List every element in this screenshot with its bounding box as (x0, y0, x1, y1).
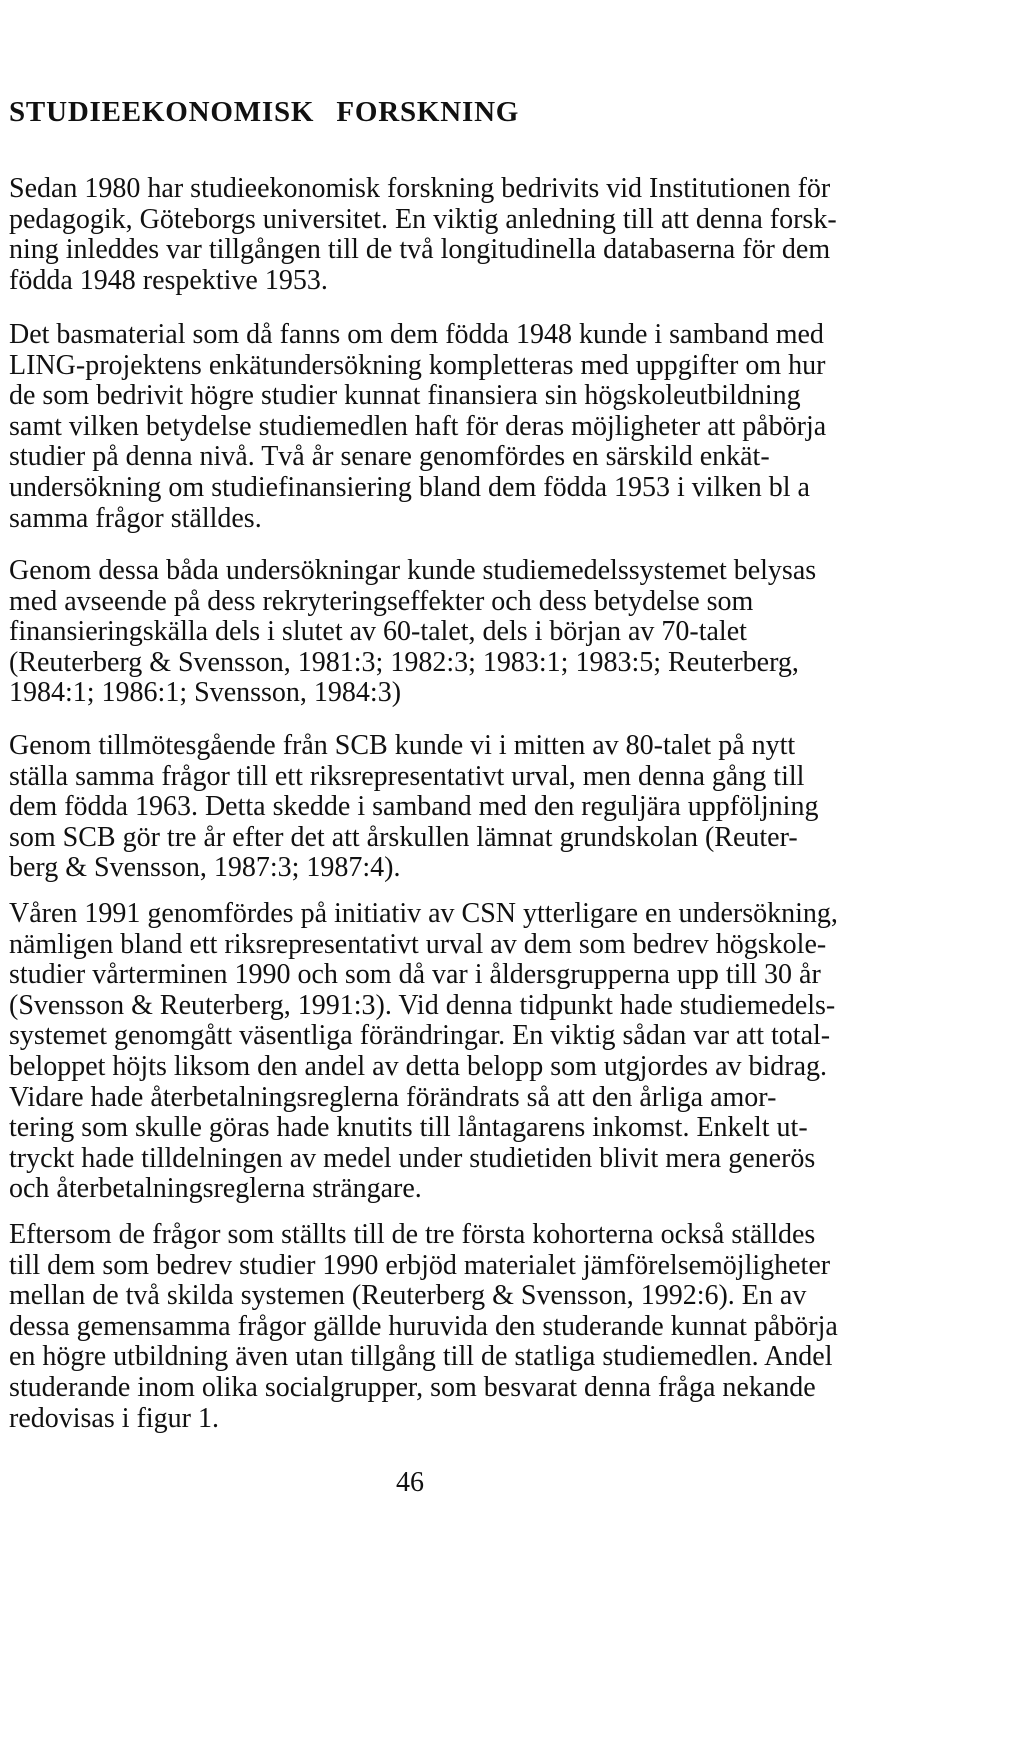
paragraph-line: med avseende på dess rekryteringseffekter och dess betydelse som (9, 585, 754, 617)
paragraph-line: tryckt hade tilldelningen av medel under studietiden blivit mera generös (9, 1142, 816, 1174)
paragraph-line: en högre utbildning även utan tillgång till de statliga studiemedlen. Andel (9, 1341, 833, 1373)
paragraph-line: ning inleddes var tillgången till de två longitudinella databaserna för dem (9, 234, 831, 266)
paragraph-line: samma frågor ställdes. (9, 502, 262, 534)
paragraph-line: systemet genomgått väsentliga förändringar. En viktig sådan var att total- (9, 1020, 831, 1052)
paragraph-line: finansieringskälla dels i slutet av 60-talet, dels i början av 70-talet (9, 616, 747, 648)
paragraph-line: och återbetalningsreglerna strängare. (9, 1173, 422, 1205)
paragraph-line: Det basmaterial som då fanns om dem födda 1948 kunde i samband med (9, 319, 824, 350)
paragraph-line: samt vilken betydelse studiemedlen haft för deras möjligheter att påbörja (9, 410, 827, 442)
paragraph-line: studerande inom olika socialgrupper, som besvarat denna fråga nekande (9, 1371, 816, 1403)
paragraph-line: studier på denna nivå. Två år senare genomfördes en särskild enkät- (9, 441, 770, 473)
paragraph-line: pedagogik, Göteborgs universitet. En viktig anledning till att denna forsk- (9, 203, 837, 235)
paragraph-line: studier vårterminen 1990 och som då var i åldersgrupperna upp till 30 år (9, 959, 821, 991)
paragraph-line: ställa samma frågor till ett riksrepresentativt urval, men denna gång till (9, 760, 805, 792)
page-number: 46 (396, 1467, 424, 1498)
paragraph-line: redovisas i figur 1. (9, 1402, 219, 1434)
paragraph-line: till dem som bedrev studier 1990 erbjöd materialet jämförelsemöjligheter (9, 1249, 831, 1281)
page-title: STUDIEEKONOMISK FORSKNING (9, 96, 520, 128)
paragraph-line: mellan de två skilda systemen (Reuterberg & Svensson, 1992:6). En av (9, 1280, 807, 1312)
paragraph-line: berg & Svensson, 1987:3; 1987:4). (9, 852, 401, 884)
paragraph-5 (9, 899, 919, 1205)
paragraph-line: beloppet höjts liksom den andel av detta belopp som utgjordes av bidrag. (9, 1050, 828, 1082)
paragraph-line: undersökning om studiefinansiering bland dem födda 1953 i vilken bl a (9, 471, 810, 503)
paragraph-6 (9, 1220, 919, 1434)
paragraph-line: Eftersom de frågor som ställts till de tre första kohorterna också ställdes (9, 1219, 816, 1250)
paragraph-line: nämligen bland ett riksrepresentativt urval av dem som bedrev högskole- (9, 928, 827, 960)
paragraph-line: de som bedrivit högre studier kunnat finansiera sin högskoleutbildning (9, 380, 801, 412)
paragraph-line: Vidare hade återbetalningsreglerna förändrats så att den årliga amor- (9, 1081, 777, 1113)
paragraph-line: dem födda 1963. Detta skedde i samband med den reguljära uppföljning (9, 791, 819, 823)
paragraph-2 (9, 320, 919, 534)
paragraph-3 (9, 556, 919, 709)
paragraph-line: (Svensson & Reuterberg, 1991:3). Vid denna tidpunkt hade studiemedels- (9, 989, 836, 1021)
paragraph-line: (Reuterberg & Svensson, 1981:3; 1982:3; 1983:1; 1983:5; Reuterberg, (9, 646, 799, 678)
paragraph-line: som SCB gör tre år efter det att årskullen lämnat grundskolan (Reuter- (9, 821, 798, 853)
paragraph-1 (9, 174, 919, 296)
paragraph-line: Våren 1991 genomfördes på initiativ av CSN ytterligare en undersökning, (9, 898, 838, 929)
paragraph-4 (9, 731, 919, 884)
paragraph-line: tering som skulle göras hade knutits till låntagarens inkomst. Enkelt ut- (9, 1112, 808, 1144)
paragraph-line: Genom dessa båda undersökningar kunde studiemedelssystemet belysas (9, 555, 817, 586)
paragraph-line: 1984:1; 1986:1; Svensson, 1984:3) (9, 677, 402, 709)
paragraph-line: LING-projektens enkätundersökning kompletteras med uppgifter om hur (9, 349, 826, 381)
paragraph-line: dessa gemensamma frågor gällde huruvida den studerande kunnat påbörja (9, 1310, 838, 1342)
paragraph-line: Sedan 1980 har studieekonomisk forskning bedrivits vid Institutionen för (9, 173, 831, 204)
paragraph-line: födda 1948 respektive 1953. (9, 264, 328, 296)
paragraph-line: Genom tillmötesgående från SCB kunde vi i mitten av 80-talet på nytt (9, 730, 796, 761)
